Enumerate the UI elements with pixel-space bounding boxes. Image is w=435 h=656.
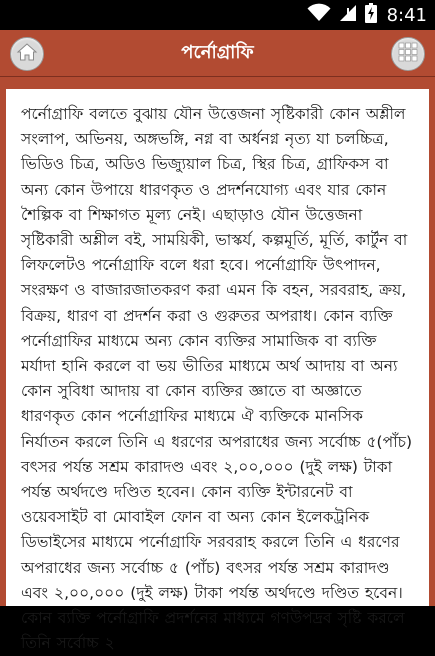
status-time: 8:41 [386,4,427,26]
wifi-icon [307,4,331,26]
app-bar [0,30,435,77]
status-icons [307,4,427,26]
battery-charging-icon [365,3,377,27]
grid-menu-button[interactable] [391,37,425,71]
status-bar [0,0,435,30]
article-body: পর্নোগ্রাফি বলতে বুঝায় যৌন উত্তেজনা সৃষ্টিকারী কোন অশ্লীল সংলাপ, অভিনয়, অঙ্গভঙ্গি, নগ্ন বা অর্ধনগ্ন নৃত্য যা চলচ্চিত্র, ভিডিও চিত্র, অডিও ভিজ্যুয়াল চিত্র, স্থির চিত্র, গ্রাফিকস বা অন্য কোন উপায়ে ধারণকৃত ও প্রদর্শনযোগ্য এবং যার কোন শৈল্পিক বা শিক্ষাগত মূল্য নেই। এছাড়াও যৌন উত্তেজনা সৃষ্টিকারী অশ্লীল বই, সাময়িকী, ভাস্কর্য, কল্পমূর্তি, মূর্তি, কার্টুন বা লিফলেটও পর্নোগ্রাফি বলে ধরা হবে। পর্নোগ্রাফি উৎপাদন, সংরক্ষণ ও বাজারজাতকরণ করা এমন কি বহন, সরবরাহ, ক্রয়, বিক্রয়, ধারণ বা প্রদর্শন করা ও গুরুতর অপরাধ। কোন ব্যক্তি পর্নোগ্রাফির মাধ্যমে অন্য কোন ব্যক্তির সামাজিক বা ব্যক্তি মর্যাদা হানি করলে বা ভয় ভীতির মাধ্যমে অর্থ আদায় বা অন্য কোন সুবিধা আদায় বা কোন ব্যক্তির জ্ঞাতে বা অজ্ঞাতে ধারণকৃত কোন পর্নোগ্রাফির মাধ্যমে ঐ ব্যক্তিকে মানসিক নির্যাতন করলে তিনি এ ধরণের অপরাধের জন্য সর্বোচ্চ ৫(পাঁচ) বৎসর পর্যন্ত সশ্রম কারাদণ্ড এবং ২,০০,০০০ (দুই লক্ষ) টাকা পর্যন্ত অর্থদণ্ডে দণ্ডিত হবেন। কোন ব্যক্তি ইন্টারনেট বা ওয়েবসাইট বা মোবাইল ফোন বা অন্য কোন ইলেকট্রনিক ডিভাইসের মাধ্যমে পর্নোগ্রাফি সরবরাহ করলে তিনি এ ধরণের অপরাধের জন্য সর্বোচ্চ ৫ (পাঁচ) বৎসর পর্যন্ত সশ্রম কারাদণ্ড এবং ২,০০,০০০ (দুই লক্ষ) টাকা পর্যন্ত অর্থদণ্ডে দণ্ডিত হবেন। কোন ব্যক্তি পর্নোগ্রাফি প্রদর্শনের মাধ্যমে গণউপদ্রব সৃষ্টি করলে তিনি সর্বোচ্চ ২ [21,105,413,653]
article-card[interactable] [6,89,429,653]
page-title: পর্নোগ্রাফি [181,42,254,63]
grid-menu-icon [398,42,418,66]
signal-icon [339,4,357,26]
content-area [0,77,435,653]
